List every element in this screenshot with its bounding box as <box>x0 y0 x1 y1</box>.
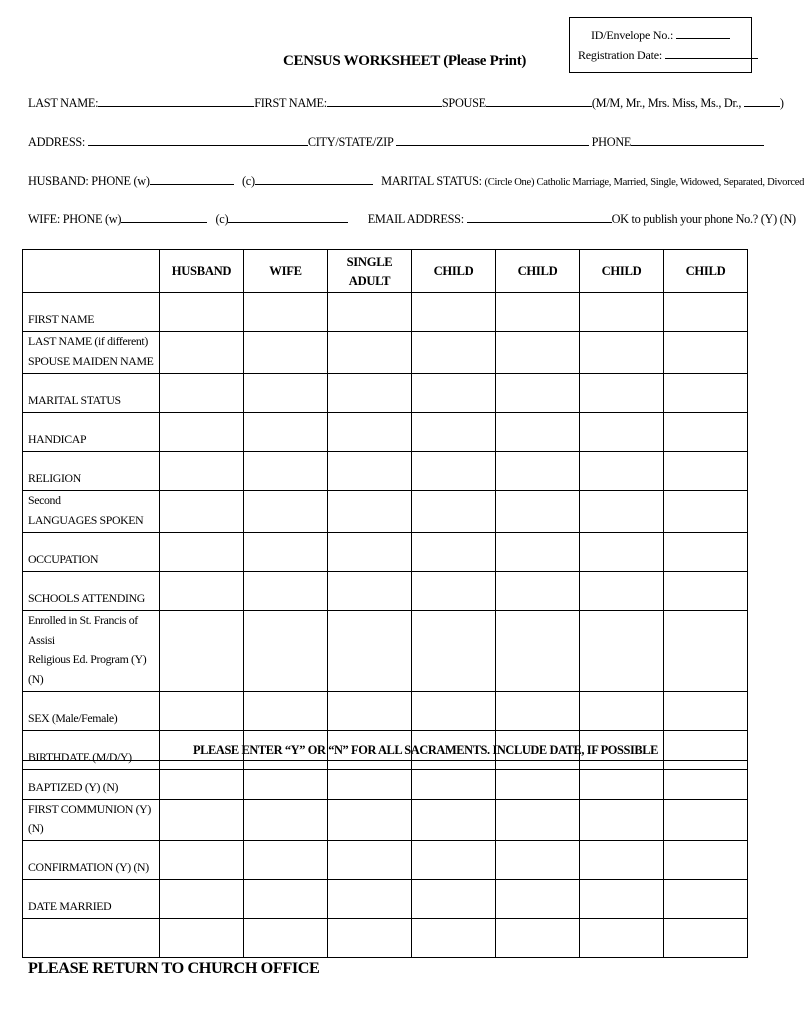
entry-cell[interactable] <box>412 413 496 452</box>
ok-publish-label: OK to publish your phone No.? (Y) (N) <box>611 212 796 226</box>
entry-cell[interactable] <box>160 572 244 611</box>
title-other-field[interactable] <box>744 96 780 107</box>
spouse-label: SPOUSE <box>441 96 486 110</box>
entry-cell[interactable] <box>328 611 412 692</box>
first-name-label: FIRST NAME: <box>254 96 327 110</box>
entry-cell[interactable] <box>664 761 748 800</box>
husband-row <box>28 174 804 189</box>
row-label <box>23 293 160 332</box>
sacrament-row <box>23 800 748 841</box>
col-single-adult: SINGLE ADULT <box>328 250 412 293</box>
col-child-2: CHILD <box>496 250 580 293</box>
entry-cell[interactable] <box>412 841 496 880</box>
row-label-line: Religious Ed. Program (Y) (N) <box>28 652 147 686</box>
row-label-line: LAST NAME (if different) <box>28 334 148 348</box>
entry-cell[interactable] <box>580 452 664 491</box>
entry-cell[interactable] <box>328 880 412 919</box>
entry-cell[interactable] <box>328 413 412 452</box>
entry-cell[interactable] <box>412 452 496 491</box>
city-state-zip-field[interactable] <box>396 135 589 146</box>
entry-cell[interactable] <box>664 413 748 452</box>
row-label-line: OCCUPATION <box>28 551 99 566</box>
row-label <box>23 533 160 572</box>
row-label-line: Enrolled in St. Francis of Assisi <box>28 613 138 647</box>
husband-phone-cell-field[interactable] <box>255 174 373 185</box>
entry-cell[interactable] <box>664 841 748 880</box>
entry-cell[interactable] <box>160 332 244 374</box>
row-label <box>23 611 160 692</box>
table-row <box>23 611 748 692</box>
entry-cell[interactable] <box>412 692 496 731</box>
sacrament-label: DATE MARRIED <box>23 880 160 919</box>
first-name-field[interactable] <box>327 96 442 107</box>
table-row <box>23 332 748 374</box>
row-label <box>23 491 160 533</box>
entry-cell[interactable] <box>496 491 580 533</box>
entry-cell[interactable] <box>328 919 412 958</box>
row-label <box>23 374 160 413</box>
entry-cell[interactable] <box>664 572 748 611</box>
row-label-line: HANDICAP <box>28 431 87 446</box>
address-row <box>28 135 764 150</box>
entry-cell[interactable] <box>496 452 580 491</box>
row-label <box>23 332 160 374</box>
entry-cell[interactable] <box>328 572 412 611</box>
entry-cell[interactable] <box>160 611 244 692</box>
row-label-line: SEX (Male/Female) <box>28 710 118 725</box>
sacraments-table <box>22 760 748 958</box>
id-envelope-field[interactable] <box>676 28 730 39</box>
entry-cell[interactable] <box>328 533 412 572</box>
row-label-line: SCHOOLS ATTENDING <box>28 590 145 605</box>
entry-cell[interactable] <box>580 491 664 533</box>
entry-cell[interactable] <box>580 800 664 841</box>
sacrament-label <box>23 919 160 958</box>
row-label-line: FIRST NAME <box>28 311 95 326</box>
table-row <box>23 293 748 332</box>
entry-cell[interactable] <box>244 692 328 731</box>
wife-phone-cell-field[interactable] <box>228 212 348 223</box>
wife-row <box>28 212 796 227</box>
entry-cell[interactable] <box>496 800 580 841</box>
col-child-1: CHILD <box>412 250 496 293</box>
entry-cell[interactable] <box>244 413 328 452</box>
entry-cell[interactable] <box>244 841 328 880</box>
header-blank <box>23 250 160 293</box>
entry-cell[interactable] <box>160 452 244 491</box>
entry-cell[interactable] <box>244 452 328 491</box>
entry-cell[interactable] <box>664 452 748 491</box>
footer-instruction: PLEASE RETURN TO CHURCH OFFICE <box>28 959 320 977</box>
marital-status-options[interactable]: (Circle One) Catholic Marriage, Married, Single, Widowed, Separated, Divorced <box>484 177 804 188</box>
entry-cell[interactable] <box>412 800 496 841</box>
row-label-line: RELIGION <box>28 470 81 485</box>
entry-cell[interactable] <box>328 841 412 880</box>
entry-cell[interactable] <box>496 611 580 692</box>
entry-cell[interactable] <box>496 572 580 611</box>
entry-cell[interactable] <box>412 332 496 374</box>
table-row <box>23 374 748 413</box>
entry-cell[interactable] <box>160 880 244 919</box>
entry-cell[interactable] <box>496 880 580 919</box>
email-field[interactable] <box>467 212 612 223</box>
entry-cell[interactable] <box>580 611 664 692</box>
last-name-field[interactable] <box>98 96 254 107</box>
entry-cell[interactable] <box>664 692 748 731</box>
entry-cell[interactable] <box>244 491 328 533</box>
entry-cell[interactable] <box>580 692 664 731</box>
census-table <box>22 249 748 770</box>
page-title: CENSUS WORKSHEET (Please Print) <box>283 53 527 69</box>
title-options-label: (M/M, Mr., Mrs. Miss, Ms., Dr., <box>591 96 742 110</box>
entry-cell[interactable] <box>580 332 664 374</box>
wife-phone-work-field[interactable] <box>121 212 207 223</box>
entry-cell[interactable] <box>244 533 328 572</box>
entry-cell[interactable] <box>412 572 496 611</box>
entry-cell[interactable] <box>412 880 496 919</box>
last-name-label: LAST NAME: <box>28 96 99 110</box>
name-row <box>28 96 784 111</box>
entry-cell[interactable] <box>496 332 580 374</box>
entry-cell[interactable] <box>496 374 580 413</box>
col-child-4: CHILD <box>664 250 748 293</box>
entry-cell[interactable] <box>496 692 580 731</box>
entry-cell[interactable] <box>328 452 412 491</box>
entry-cell[interactable] <box>328 800 412 841</box>
entry-cell[interactable] <box>496 919 580 958</box>
city-state-zip-label: CITY/STATE/ZIP <box>307 135 394 149</box>
entry-cell[interactable] <box>496 533 580 572</box>
entry-cell[interactable] <box>160 491 244 533</box>
row-label <box>23 572 160 611</box>
entry-cell[interactable] <box>496 413 580 452</box>
table-row <box>23 452 748 491</box>
entry-cell[interactable] <box>160 761 244 800</box>
entry-cell[interactable] <box>328 491 412 533</box>
entry-cell[interactable] <box>160 533 244 572</box>
spouse-field[interactable] <box>486 96 592 107</box>
entry-cell[interactable] <box>160 800 244 841</box>
table-row <box>23 533 748 572</box>
wife-phone-work-label: WIFE: PHONE (w) <box>28 212 122 226</box>
sacrament-label: BAPTIZED (Y) (N) <box>23 761 160 800</box>
entry-cell[interactable] <box>160 293 244 332</box>
entry-cell[interactable] <box>244 572 328 611</box>
entry-cell[interactable] <box>244 880 328 919</box>
header-row <box>23 250 748 293</box>
entry-cell[interactable] <box>664 374 748 413</box>
title-options-close: ) <box>779 96 784 110</box>
entry-cell[interactable] <box>664 293 748 332</box>
entry-cell[interactable] <box>580 919 664 958</box>
entry-cell[interactable] <box>244 761 328 800</box>
row-label <box>23 413 160 452</box>
sacrament-row <box>23 761 748 800</box>
entry-cell[interactable] <box>664 611 748 692</box>
entry-cell[interactable] <box>580 374 664 413</box>
sacrament-row <box>23 880 748 919</box>
entry-cell[interactable] <box>160 692 244 731</box>
entry-cell[interactable] <box>580 880 664 919</box>
col-husband: HUSBAND <box>160 250 244 293</box>
entry-cell[interactable] <box>244 293 328 332</box>
entry-cell[interactable] <box>580 413 664 452</box>
entry-cell[interactable] <box>580 533 664 572</box>
entry-cell[interactable] <box>664 880 748 919</box>
entry-cell[interactable] <box>664 332 748 374</box>
entry-cell[interactable] <box>328 692 412 731</box>
entry-cell[interactable] <box>412 293 496 332</box>
entry-cell[interactable] <box>664 800 748 841</box>
entry-cell[interactable] <box>580 761 664 800</box>
entry-cell[interactable] <box>244 611 328 692</box>
entry-cell[interactable] <box>412 919 496 958</box>
entry-cell[interactable] <box>496 841 580 880</box>
husband-phone-work-label: HUSBAND: PHONE (w) <box>28 174 150 188</box>
entry-cell[interactable] <box>244 800 328 841</box>
entry-cell[interactable] <box>580 293 664 332</box>
entry-cell[interactable] <box>412 491 496 533</box>
col-child-3: CHILD <box>580 250 664 293</box>
registration-date-label: Registration Date: <box>578 48 663 62</box>
entry-cell[interactable] <box>664 491 748 533</box>
phone-field[interactable] <box>631 135 764 146</box>
entry-cell[interactable] <box>244 332 328 374</box>
entry-cell[interactable] <box>412 611 496 692</box>
table-row <box>23 491 748 533</box>
sacrament-row <box>23 919 748 958</box>
entry-cell[interactable] <box>496 293 580 332</box>
entry-cell[interactable] <box>328 374 412 413</box>
entry-cell[interactable] <box>160 919 244 958</box>
row-label-line: SPOUSE MAIDEN NAME <box>28 353 154 368</box>
entry-cell[interactable] <box>412 533 496 572</box>
address-label: ADDRESS: <box>28 135 86 149</box>
email-label: EMAIL ADDRESS: <box>367 212 464 226</box>
entry-cell[interactable] <box>412 374 496 413</box>
row-label-line: Second <box>28 493 61 507</box>
row-label-line: BIRTHDATE (M/D/Y) <box>28 749 132 764</box>
id-envelope-label: ID/Envelope No.: <box>591 28 674 42</box>
row-label <box>23 452 160 491</box>
sacrament-row <box>23 841 748 880</box>
entry-cell[interactable] <box>244 374 328 413</box>
husband-phone-cell-label: (c) <box>242 174 255 188</box>
row-label-line: MARITAL STATUS <box>28 392 121 407</box>
sacrament-label: CONFIRMATION (Y) (N) <box>23 841 160 880</box>
id-registration-box <box>569 17 752 73</box>
entry-cell[interactable] <box>664 533 748 572</box>
entry-cell[interactable] <box>664 919 748 958</box>
table-row <box>23 413 748 452</box>
sacraments-heading: PLEASE ENTER “Y” OR “N” FOR ALL SACRAMENTS. INCLUDE DATE, IF POSSIBLE <box>193 743 659 757</box>
entry-cell[interactable] <box>328 761 412 800</box>
husband-phone-work-field[interactable] <box>150 174 234 185</box>
phone-label: PHONE <box>591 135 632 149</box>
entry-cell[interactable] <box>412 761 496 800</box>
entry-cell[interactable] <box>160 841 244 880</box>
wife-phone-cell-label: (c) <box>215 212 229 226</box>
row-label <box>23 692 160 731</box>
entry-cell[interactable] <box>244 919 328 958</box>
entry-cell[interactable] <box>328 293 412 332</box>
row-label-line: LANGUAGES SPOKEN <box>28 512 144 527</box>
table-row <box>23 692 748 731</box>
address-field[interactable] <box>88 135 308 146</box>
marital-status-label: MARITAL STATUS: <box>381 174 482 188</box>
entry-cell[interactable] <box>160 374 244 413</box>
table-row <box>23 572 748 611</box>
registration-date-field[interactable] <box>665 48 758 59</box>
sacrament-label: FIRST COMMUNION (Y) (N) <box>23 800 160 841</box>
entry-cell[interactable] <box>328 332 412 374</box>
col-wife: WIFE <box>244 250 328 293</box>
entry-cell[interactable] <box>580 841 664 880</box>
entry-cell[interactable] <box>496 761 580 800</box>
entry-cell[interactable] <box>580 572 664 611</box>
entry-cell[interactable] <box>160 413 244 452</box>
